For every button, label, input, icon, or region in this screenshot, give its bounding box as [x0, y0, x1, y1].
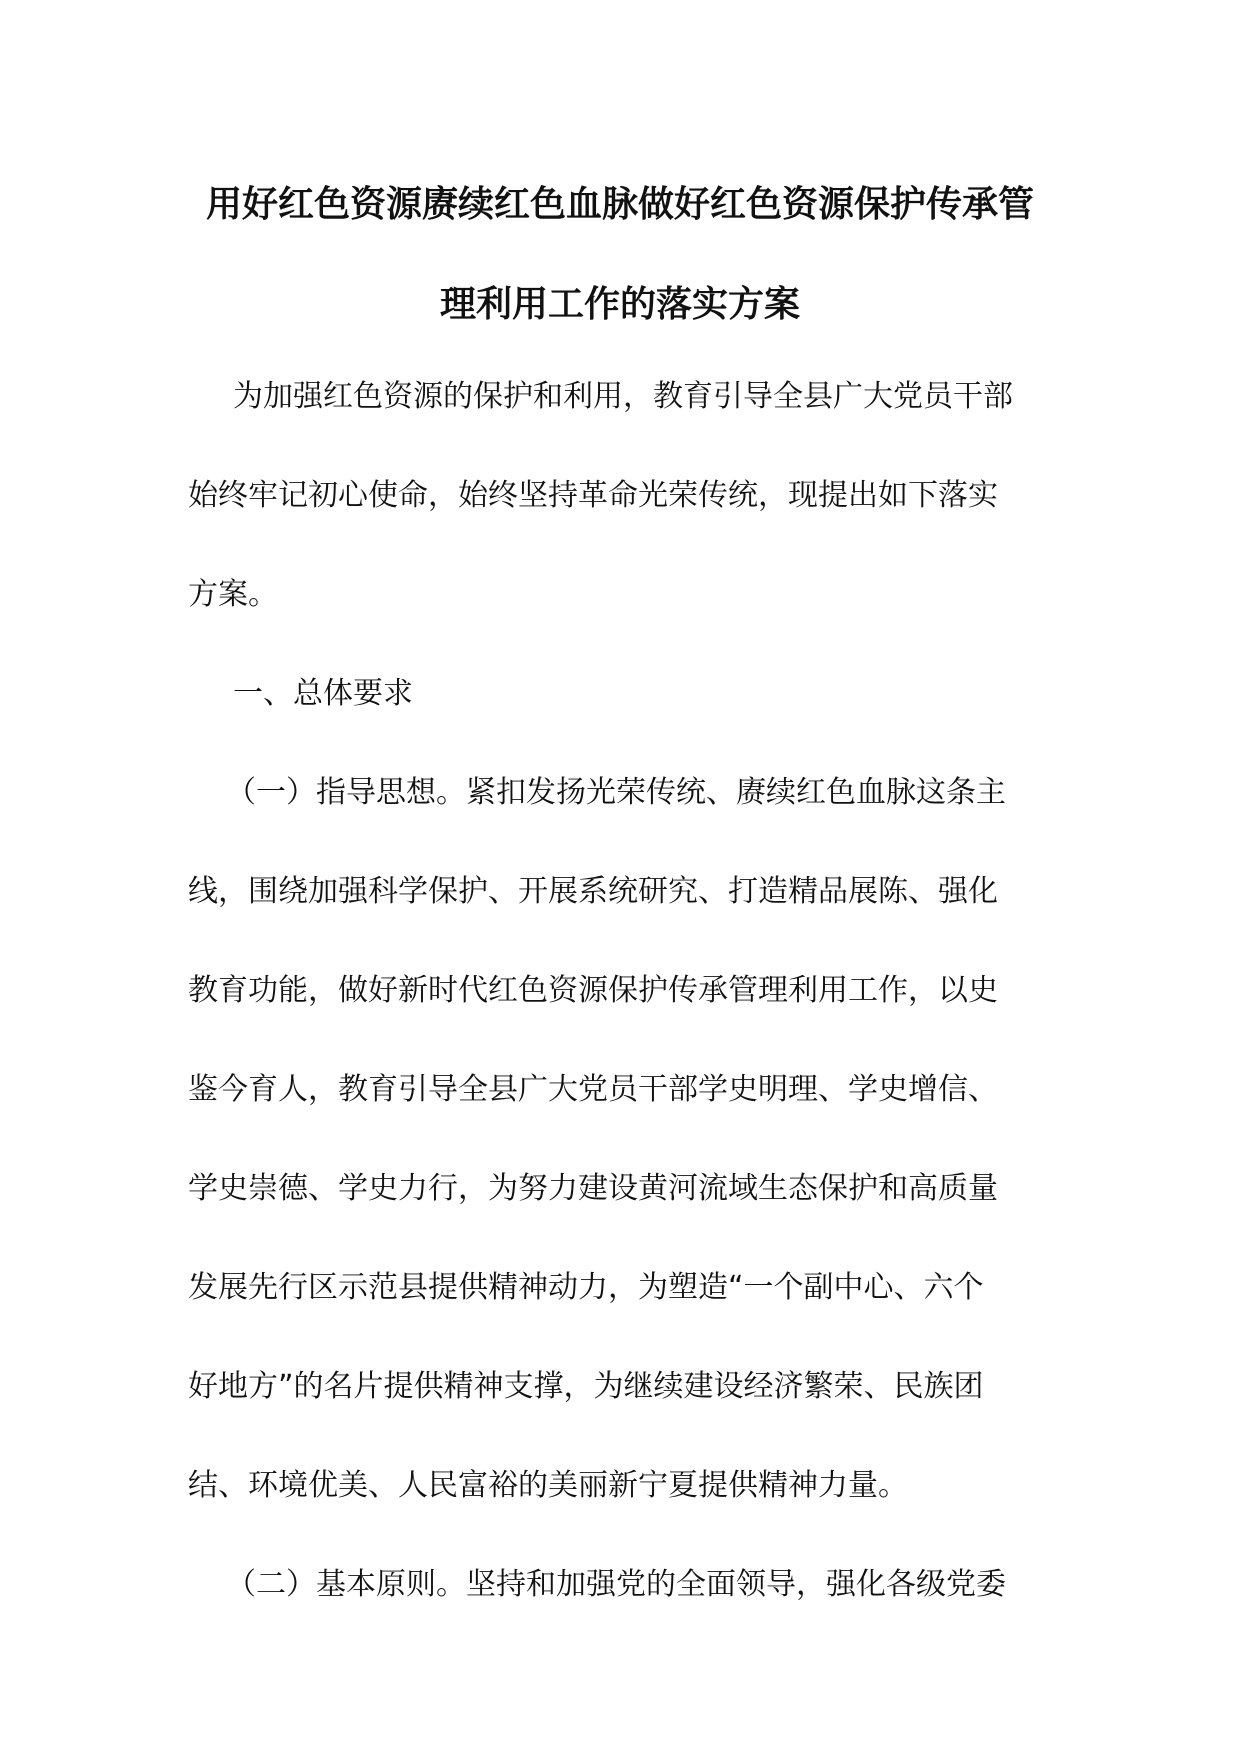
paragraph-line: 为加强红色资源的保护和利用，教育引导全县广大党员干部 [233, 379, 1013, 414]
paragraph-line: 教育功能，做好新时代红色资源保护传承管理利用工作，以史 [188, 973, 998, 1008]
paragraph-line: 发展先行区示范县提供精神动力，为塑造“一个副中心、六个 [188, 1270, 984, 1305]
document-title [185, 155, 1055, 355]
title-line: 理利用工作的落实方案 [439, 284, 800, 325]
paragraph-line: （二）基本原则。坚持和加强党的全面领导，强化各级党委 [226, 1567, 1006, 1602]
title-line: 用好红色资源赓续红色血脉做好红色资源保护传承管 [205, 184, 1034, 225]
section-heading: 一、总体要求 [233, 676, 413, 711]
paragraph-line: 鉴今育人，教育引导全县广大党员干部学史明理、学史增信、 [188, 1072, 998, 1107]
document-body [188, 347, 1056, 1634]
paragraph-line: 学史崇德、学史力行，为努力建设黄河流域生态保护和高质量 [188, 1171, 998, 1206]
paragraph-line: 线，围绕加强科学保护、开展系统研究、打造精品展陈、强化 [188, 874, 998, 909]
paragraph-line: 结、环境优美、人民富裕的美丽新宁夏提供精神力量。 [188, 1468, 908, 1503]
paragraph-line: （一）指导思想。紧扣发扬光荣传统、赓续红色血脉这条主 [226, 775, 1006, 810]
paragraph-line: 好地方”的名片提供精神支撑，为继续建设经济繁荣、民族团 [188, 1369, 984, 1404]
paragraph-line: 方案。 [188, 577, 278, 612]
paragraph-line: 始终牢记初心使命，始终坚持革命光荣传统，现提出如下落实 [188, 478, 998, 513]
